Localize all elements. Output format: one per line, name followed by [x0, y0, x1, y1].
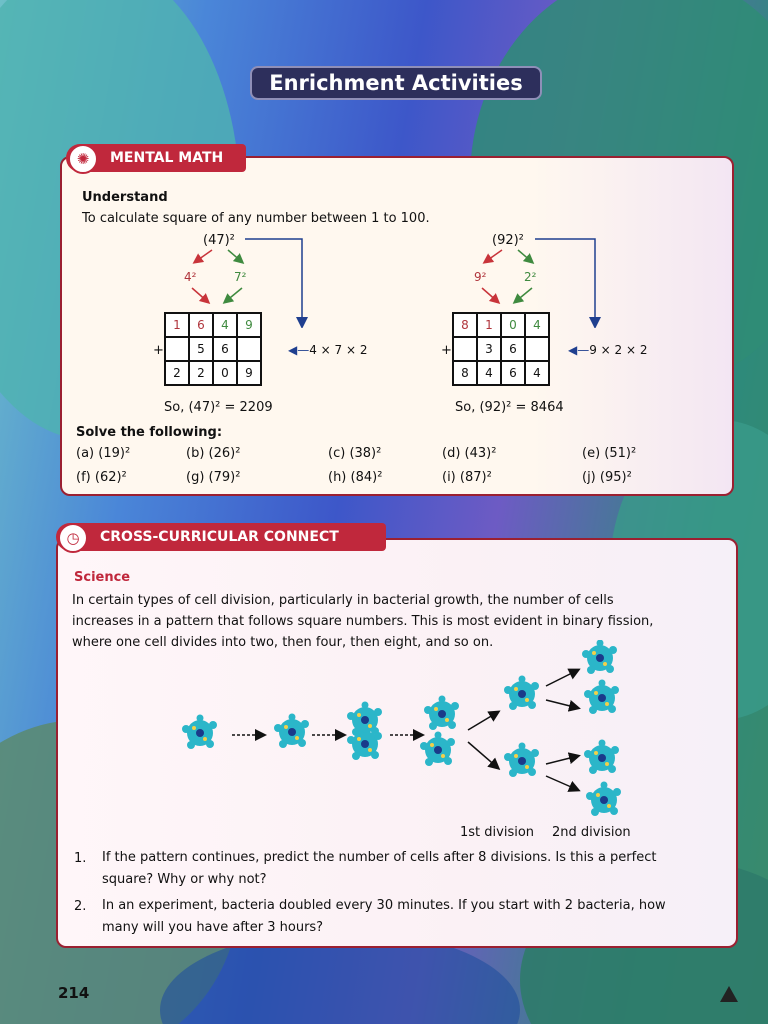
grid-cell: 6: [501, 361, 525, 385]
cross-curricular-tab: [56, 523, 386, 551]
grid-cell: 5: [189, 337, 213, 361]
solve-heading: Solve the following:: [76, 425, 223, 440]
paragraph-line: where one cell divides into two, then four, then eight, and so on.: [72, 635, 494, 650]
grid-cell: 8: [453, 361, 477, 385]
example1-top: (47)²: [203, 233, 235, 248]
page-title: Enrichment Activities: [250, 66, 542, 100]
question-text: If the pattern continues, predict the number of cells after 8 divisions. Is this a perfect square? Why or why not?: [102, 850, 657, 887]
problem-item: (i) (87)²: [442, 470, 492, 485]
grid-cell: 1: [477, 313, 501, 337]
publisher-logo-icon: [720, 986, 738, 1002]
understand-heading: Understand: [82, 190, 168, 205]
grid-cell: 4: [213, 313, 237, 337]
example1-left-square: 4²: [184, 270, 197, 284]
grid-cell: 4: [477, 361, 501, 385]
question-number: 2.: [74, 899, 87, 914]
grid-cell: 6: [213, 337, 237, 361]
question-number: 1.: [74, 851, 87, 866]
problem-item: (e) (51)²: [582, 446, 637, 461]
example1-right-square: 7²: [234, 270, 247, 284]
problem-item: (a) (19)²: [76, 446, 131, 461]
second-division-cell: [584, 680, 619, 715]
example1-result: So, (47)² = 2209: [164, 400, 273, 415]
grid-cell: 9: [237, 313, 261, 337]
grid-cell: [525, 337, 549, 361]
problem-item: (c) (38)²: [328, 446, 382, 461]
example1-grid: [164, 312, 262, 386]
example1-arrow-label: ◀—4 × 7 × 2: [288, 343, 368, 357]
problem-item: (d) (43)²: [442, 446, 497, 461]
arrow-left-icon: ◀—: [288, 343, 310, 357]
grid-cell: 6: [501, 337, 525, 361]
example2-result: So, (92)² = 8464: [455, 400, 564, 415]
mental-math-tab-label: MENTAL MATH: [110, 150, 224, 166]
problem-item: (h) (84)²: [328, 470, 383, 485]
paragraph-line: In certain types of cell division, particularly in bacterial growth, the number of cells: [72, 593, 614, 608]
first-division-cell: [504, 676, 539, 711]
page-number: 214: [58, 984, 90, 1002]
grid-cell: 2: [165, 361, 189, 385]
second-division-cell: [584, 740, 619, 775]
example2-top: (92)²: [492, 233, 524, 248]
paragraph-line: increases in a pattern that follows square numbers. This is most evident in binary fission,: [72, 614, 654, 629]
example2-arrow-label: ◀—9 × 2 × 2: [568, 343, 648, 357]
clock-icon: ◷: [58, 523, 88, 553]
subject-heading: Science: [74, 570, 131, 585]
problem-item: (g) (79)²: [186, 470, 241, 485]
grid-cell: [453, 337, 477, 361]
grid-cell: 4: [525, 361, 549, 385]
dividing-cell: [347, 702, 382, 761]
problem-item: (j) (95)²: [582, 470, 632, 485]
grid-cell: 1: [165, 313, 189, 337]
grid-cell: [237, 337, 261, 361]
bacterium-cell: [274, 714, 309, 749]
second-division-cell: [586, 782, 621, 817]
mental-math-tab: [66, 144, 246, 172]
bacterium-cell: [182, 715, 217, 750]
example2-left-square: 9²: [474, 270, 487, 284]
grid-cell: 6: [189, 313, 213, 337]
grid-cell: 4: [525, 313, 549, 337]
cell-division-illustration: [160, 640, 640, 820]
grid-cell: 0: [213, 361, 237, 385]
grid-cell: 8: [453, 313, 477, 337]
brain-icon: ✺: [68, 144, 98, 174]
first-division-cell: [504, 743, 539, 778]
grid-cell: 9: [237, 361, 261, 385]
divided-cells: [420, 696, 459, 767]
second-division-cell: [582, 640, 617, 674]
intro-text: To calculate square of any number between 1 to 100.: [82, 211, 430, 226]
grid-cell: 2: [189, 361, 213, 385]
first-division-label: 1st division: [460, 825, 535, 840]
grid-cell: 0: [501, 313, 525, 337]
plus-sign: +: [441, 343, 452, 358]
second-division-label: 2nd division: [552, 825, 631, 840]
plus-sign: +: [153, 343, 164, 358]
problem-item: (f) (62)²: [76, 470, 127, 485]
grid-cell: 3: [477, 337, 501, 361]
problem-item: (b) (26)²: [186, 446, 241, 461]
question-text: In an experiment, bacteria doubled every 30 minutes. If you start with 2 bacteria, how many will you have after 3 hours?: [102, 898, 666, 935]
cross-curricular-tab-label: CROSS-CURRICULAR CONNECT: [100, 529, 339, 545]
example2-grid: [452, 312, 550, 386]
arrow-left-icon: ◀—: [568, 343, 590, 357]
grid-cell: [165, 337, 189, 361]
example2-right-square: 2²: [524, 270, 537, 284]
